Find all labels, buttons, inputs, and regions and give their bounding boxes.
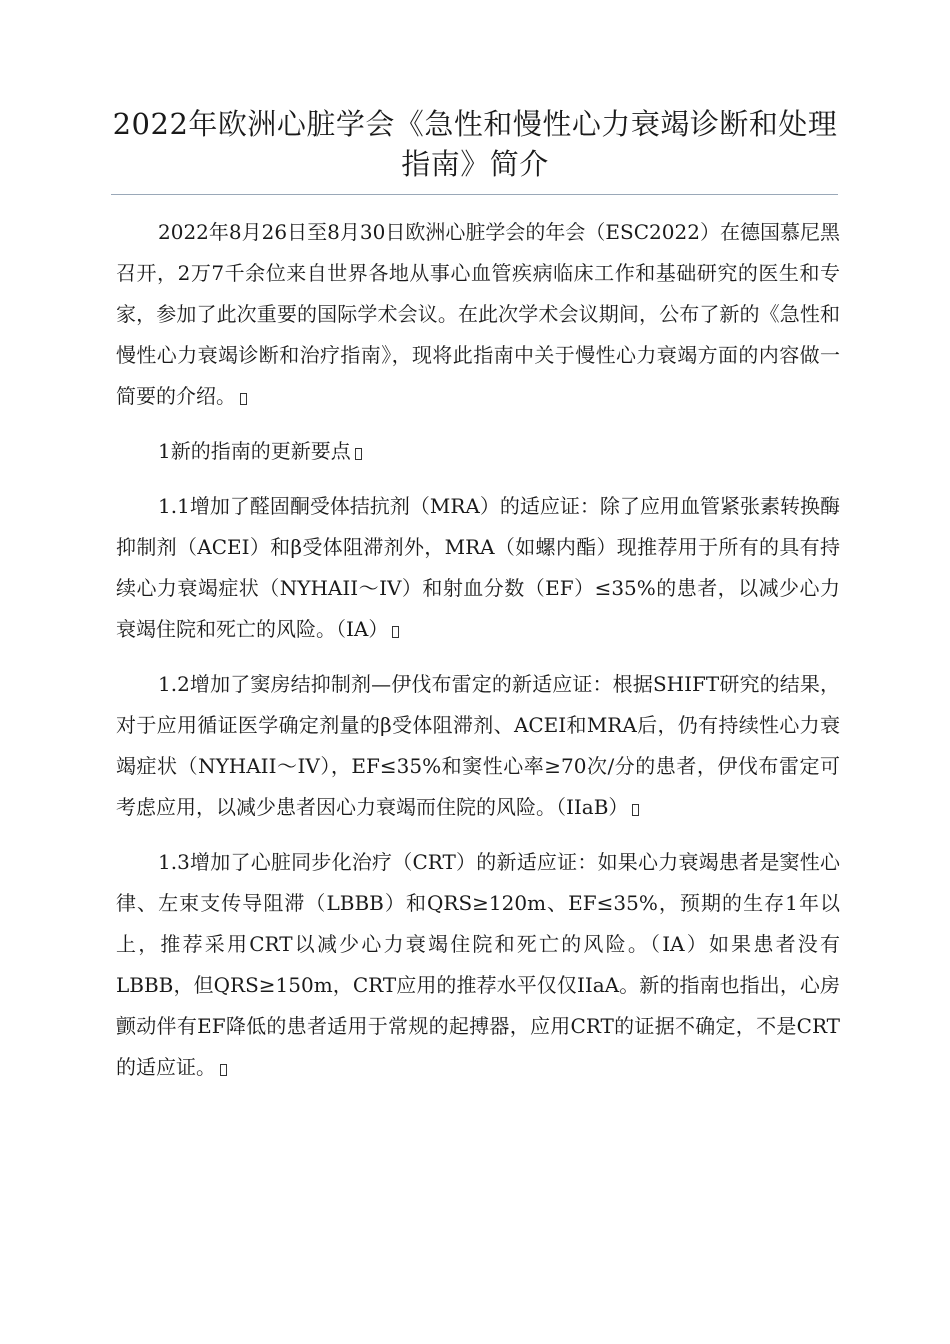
paragraph-end-mark: [240, 393, 247, 405]
paragraph-section-1-3: [116, 842, 840, 1088]
paragraph-end-mark: [632, 804, 639, 816]
paragraph-text: 2022年8月26日至8月30日欧洲心脏学会的年会（ESC2022）在德国慕尼黑召开，2万7千余位来自世界各地从事心血管疾病临床工作和基础研究的医生和专家，参加了此次重要的国际学术会议。在此次学术会议期间，公布了新的《急性和慢性心力衰竭诊断和治疗指南》，现将此指南中关于慢性心力衰竭方面的内容做一简要的介绍。: [116, 220, 840, 408]
paragraph-section-1-1: [116, 486, 840, 650]
paragraph-section-1-2: [116, 664, 840, 828]
paragraph-text: 1.3增加了心脏同步化治疗（CRT）的新适应证：如果心力衰竭患者是窦性心律、左束支传导阻滞（LBBB）和QRS≥120m、EF≤35%，预期的生存1年以上，推荐采用CRT以减少心力衰竭住院和死亡的风险。（IA）如果患者没有LBBB，但QRS≥150m，CRT应用的推荐水平仅仅IIaA。新的指南也指出，心房颤动伴有EF降低的患者适用于常规的起搏器，应用CRT的证据不确定，不是CRT的适应证。: [116, 850, 840, 1079]
title-divider: [111, 194, 838, 195]
paragraph-end-mark: [355, 448, 362, 460]
document-title: 2022年欧洲心脏学会《急性和慢性心力衰竭诊断和处理指南》简介: [112, 107, 838, 181]
paragraph-end-mark: [220, 1064, 227, 1076]
paragraph-text: 1.1增加了醛固酮受体拮抗剂（MRA）的适应证：除了应用血管紧张素转换酶抑制剂（ACEI）和β受体阻滞剂外，MRA（如螺内酯）现推荐用于所有的具有持续心力衰竭症状（NYHAII～IV）和射血分数（EF）≤35%的患者，以减少心力衰竭住院和死亡的风险。（IA）: [116, 494, 840, 641]
paragraph-text: 1新的指南的更新要点: [158, 439, 351, 463]
document-body: [116, 212, 840, 1102]
section-heading: [116, 431, 840, 472]
paragraph-intro: [116, 212, 840, 417]
paragraph-end-mark: [392, 626, 399, 638]
paragraph-text: 1.2增加了窦房结抑制剂—伊伐布雷定的新适应证：根据SHIFT研究的结果，对于应用循证医学确定剂量的β受体阻滞剂、ACEI和MRA后，仍有持续性心力衰竭症状（NYHAII～IV），EF≤35%和窦性心率≥70次/分的患者，伊伐布雷定可考虑应用，以减少患者因心力衰竭而住院的风险。（IIaB）: [116, 672, 840, 819]
